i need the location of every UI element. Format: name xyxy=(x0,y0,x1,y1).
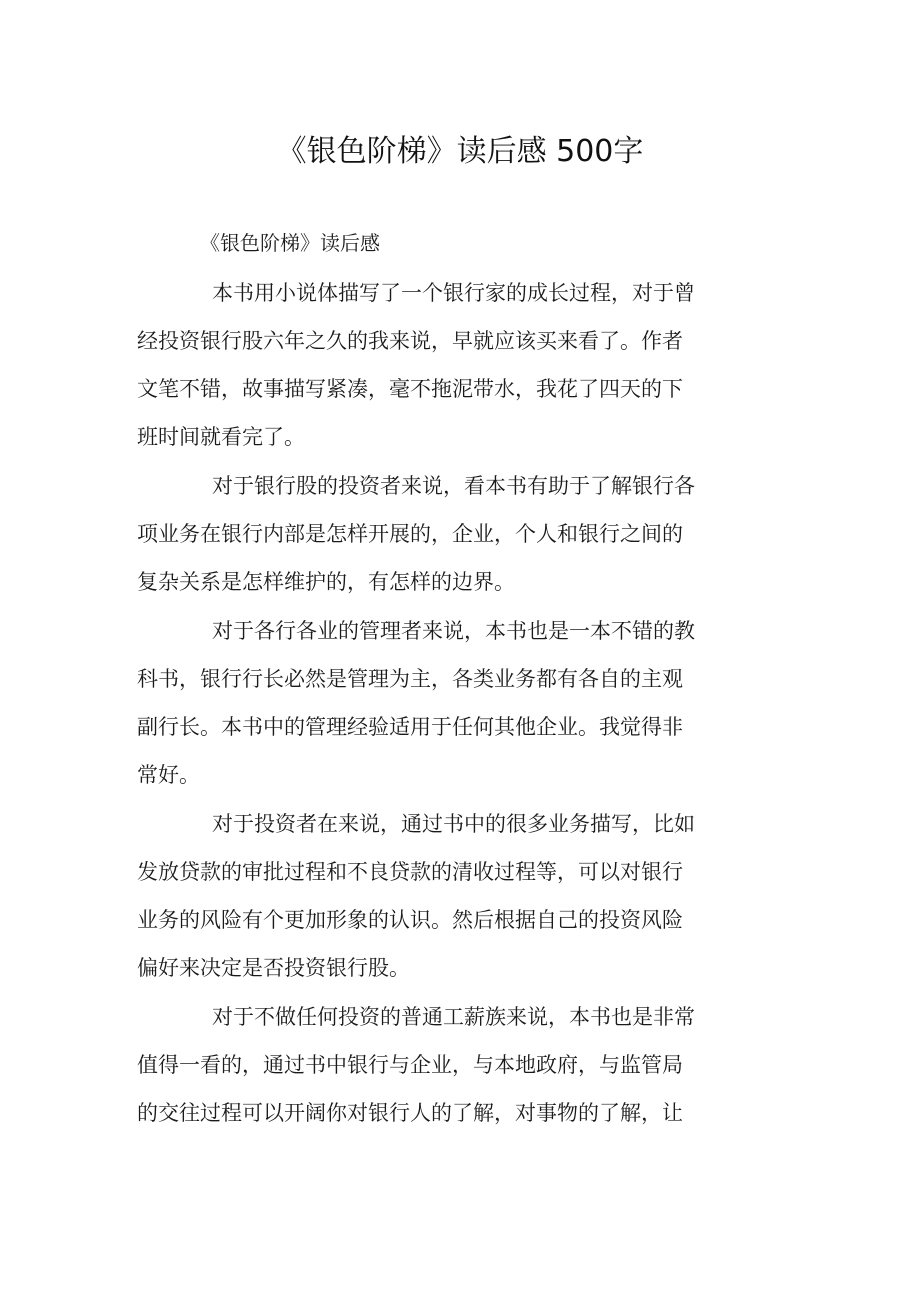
paragraph-line: 文笔不错，故事描写紧凑，毫不拖泥带水，我花了四天的下 xyxy=(137,377,683,401)
paragraph-line: 偏好来决定是否投资银行股。 xyxy=(137,956,410,980)
paragraph-line: 班时间就看完了。 xyxy=(137,425,305,449)
paragraph-line: 科书，银行行长必然是管理为主，各类业务都有各自的主观 xyxy=(137,667,683,691)
document-title: 《银色阶梯》读后感 500字 xyxy=(276,134,644,169)
paragraph-line: 对于银行股的投资者来说，看本书有助于了解银行各 xyxy=(212,474,695,498)
document-subtitle: 《银色阶梯》读后感 xyxy=(200,231,380,255)
paragraph-line: 常好。 xyxy=(137,763,200,787)
paragraph-line: 复杂关系是怎样维护的，有怎样的边界。 xyxy=(137,570,515,594)
paragraph-line: 业务的风险有个更加形象的认识。然后根据自己的投资风险 xyxy=(137,908,683,932)
paragraph-line: 经投资银行股六年之久的我来说，早就应该买来看了。作者 xyxy=(137,329,683,353)
paragraph-line: 发放贷款的审批过程和不良贷款的清收过程等，可以对银行 xyxy=(137,860,683,884)
paragraph-line: 的交往过程可以开阔你对银行人的了解，对事物的了解，让 xyxy=(137,1101,683,1125)
paragraph-line: 副行长。本书中的管理经验适用于任何其他企业。我觉得非 xyxy=(137,715,683,739)
paragraph-line: 对于投资者在来说，通过书中的很多业务描写，比如 xyxy=(212,812,695,836)
paragraph-line: 项业务在银行内部是怎样开展的，企业，个人和银行之间的 xyxy=(137,522,683,546)
paragraph-line: 对于不做任何投资的普通工薪族来说，本书也是非常 xyxy=(212,1005,695,1029)
paragraph-line: 对于各行各业的管理者来说，本书也是一本不错的教 xyxy=(212,619,695,643)
paragraph-line: 值得一看的，通过书中银行与企业，与本地政府，与监管局 xyxy=(137,1053,683,1077)
paragraph-line: 本书用小说体描写了一个银行家的成长过程，对于曾 xyxy=(212,281,695,305)
